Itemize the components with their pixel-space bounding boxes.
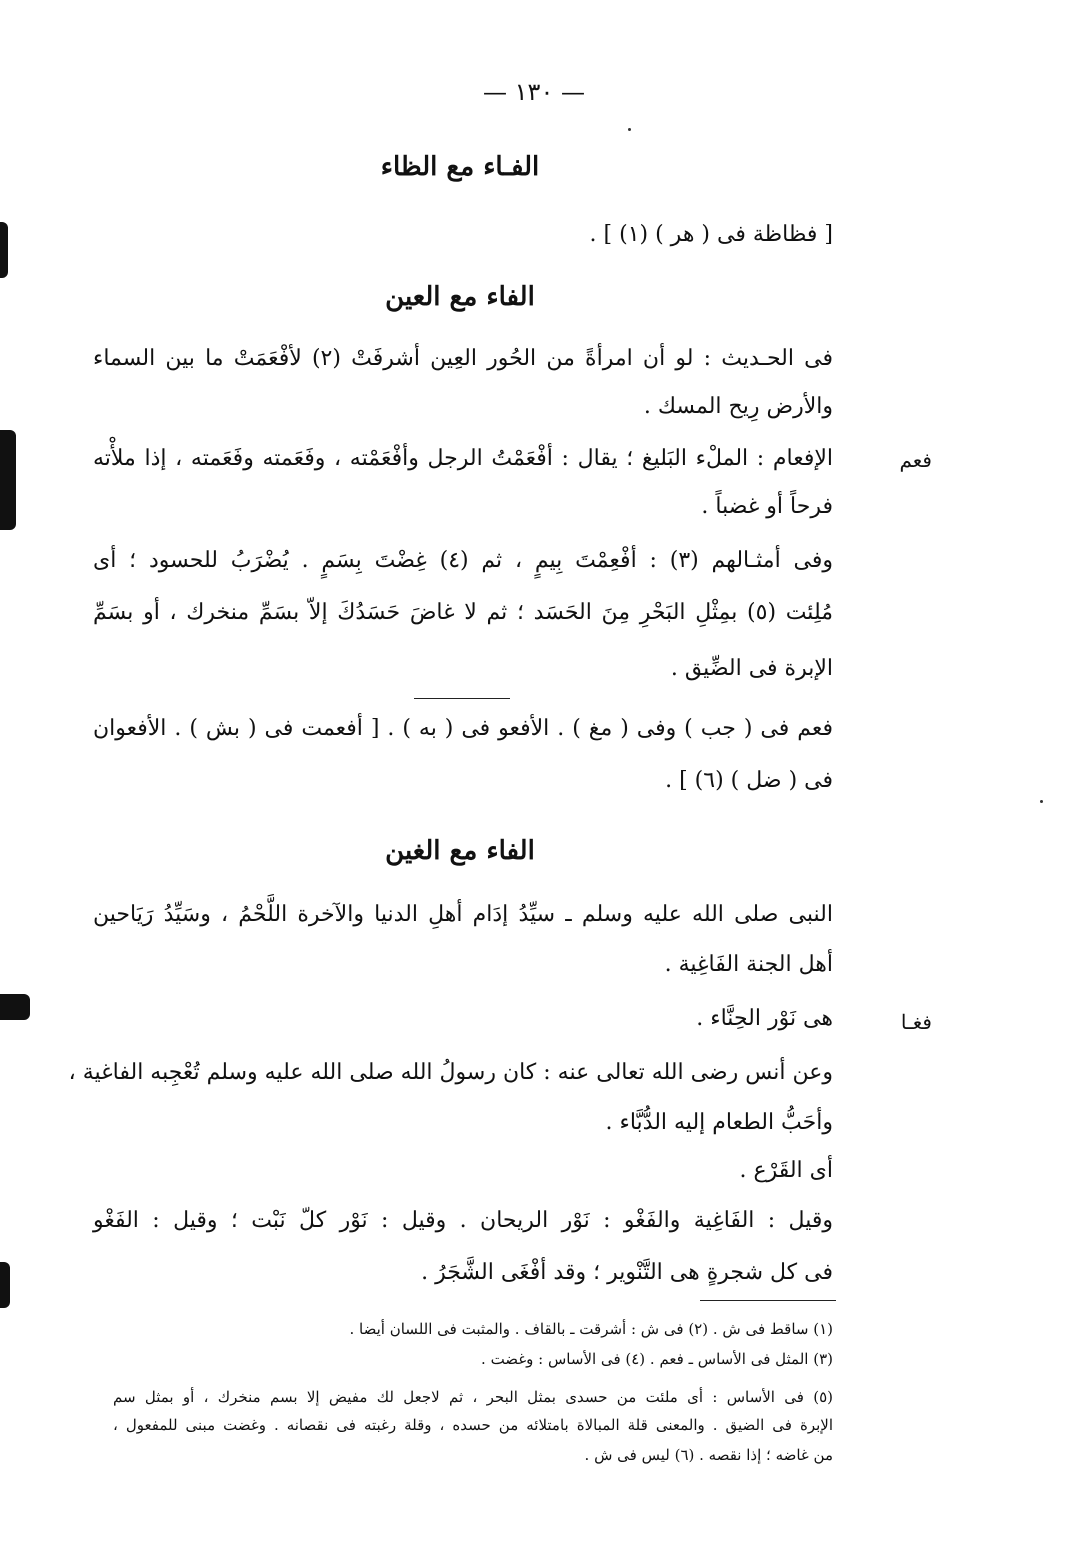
footnote-line: (٣) المثل فى الأساس ـ فعم . (٤) فى الأساس : وغضت . [481,1350,833,1368]
separator-rule [414,698,510,699]
hadith-line: أهل الجنة الفَاغِية . [664,952,833,977]
section-heading-ghayn: الفاء مع الغين [385,836,535,866]
footnote-line: (١) ساقط فى ش . (٢) فى ش : أشرقت ـ بالقاف . والمثبت فى اللسان أيضا . [349,1320,833,1338]
footnote-line: من غاضه ؛ إذا نقصه . (٦) ليس فى ش . [584,1446,833,1464]
variant-line: فى ( ضل ) (٦) ] . [665,768,833,793]
proverb-line: الإبرة فى الضِّيق . [670,656,833,681]
footnote-line: (٥) فى الأساس : أى ملئت من حسدى بمثل البحر ، ثم لاجعل لك مفيض إلا بسم منخرك ، أو بمثل سم [113,1388,833,1406]
scan-artifact [0,222,8,278]
definition-line: هى نَوْر الحِنَّاء . [696,1006,833,1031]
margin-root-word: فغـا [900,1010,932,1034]
hadith-line: وأحَبُّ الطعام إليه الدُّبَّاء . [605,1110,833,1135]
hadith-line: فى الحـديث : لو أن امرأةً من الحُور العِين أشرفَتْ (٢) لأفْعَمَتْ ما بين السماء [93,346,833,371]
definition-line: فرحاً أو غضباً . [701,494,833,519]
scan-speck [628,128,631,131]
hadith-line: النبى صلى الله عليه وسلم ـ سيِّدُ إدَام أهلِ الدنيا والآخرة اللَّحْمُ ، وسَيِّدُ رَيَاحين [93,902,833,927]
scan-artifact [0,994,30,1020]
definition-line: فى كل شجرةٍ هى التَّنْوير ؛ وقد أفْغَى الشَّجَرُ . [421,1260,833,1285]
page-number: — ١٣٠ — [483,78,585,106]
scan-artifact [0,1262,10,1308]
definition-line: وقيل : الفَاغِية والفَغْو : نَوْر الريحان . وقيل : نَوْر كلّ نَبْت ؛ وقيل : الفَغْو [93,1208,833,1233]
section-heading-zaa: الفـاء مع الظاء [380,152,540,182]
scan-speck [1040,800,1043,803]
footnote-line: الإبرة فى الضيق . والمعنى قلة المبالاة بامتلائه من حسده ، وقلة رغبته فى نقصانه . وغضت مبنى للمفعول ، [113,1416,833,1434]
proverb-line: وفى أمثـالهم (٣) : أفْعِمْتَ بِيمٍ ، ثم (٤) غِضْتَ بِسَمٍ . يُضْرَبُ للحسود ؛ أى [93,548,833,573]
hadith-line: والأرض رِيح المسك . [643,394,833,419]
margin-root-word: فعم [899,448,932,472]
hadith-line: وعن أنس رضى الله تعالى عنه : كان رسولُ الله صلى الله عليه وسلم تُعْجِبه الفاغية ، [68,1060,833,1085]
variant-line: فعم فى ( جب ) وفى ( مغ ) . الأفعو فى ( به ) . [ أفعمت فى ( بش ) . الأفعوان [93,716,833,741]
scan-artifact [0,430,16,530]
gloss-line: أى القَرْع . [739,1158,833,1183]
proverb-line: مُلِئت (٥) بمِثْلِ البَحْرِ مِنَ الحَسَد ؛ ثم لا غاضَ حَسَدُكَ إلاّ بسَمِّ منخرك ، أو بسَمِّ [93,600,834,625]
entry-line: [ فظاظة فى ( هر ) (١) ] . [589,222,833,247]
footnote-rule [700,1300,836,1301]
section-heading-ayn: الفاء مع العين [385,282,535,312]
definition-line: الإفعام : الملْء البَليغ ؛ يقال : أفْعَمْتُ الرجل وأفْعَمْته ، وفَعَمته وفَعَمته ، إذا ملأْته [93,446,833,471]
